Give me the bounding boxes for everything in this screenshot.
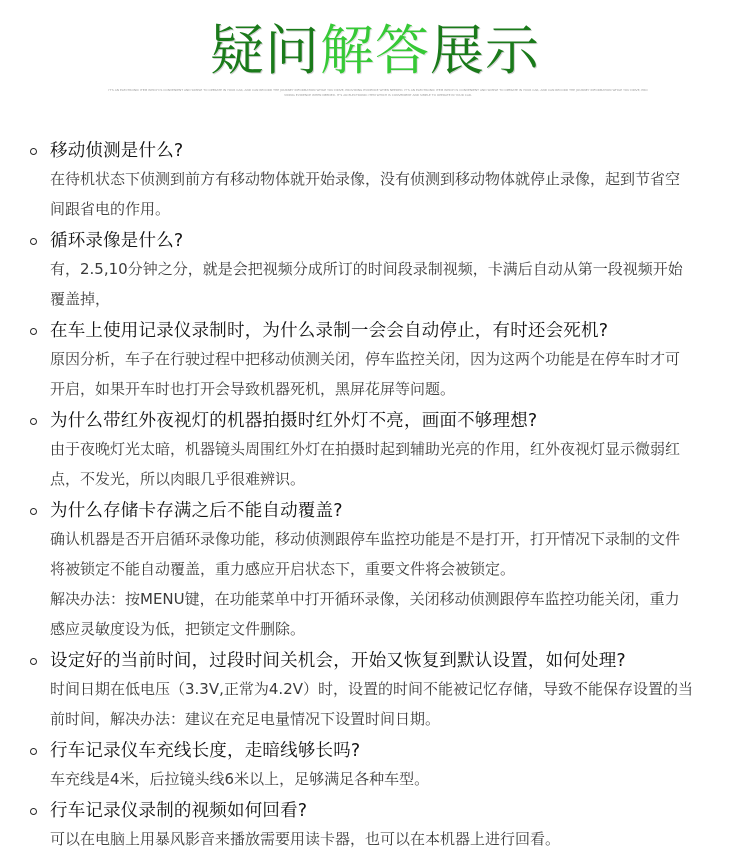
faq-answer: [50, 344, 740, 404]
answer-line: 将被锁定不能自动覆盖，重力感应开启状态下，重要文件将会被锁定。: [50, 560, 516, 578]
answer-line: 由于夜晚灯光太暗，机器镜头周围红外灯在拍摄时起到辅助光亮的作用，红外夜视灯显示微弱红: [50, 440, 681, 458]
faq-question: 在车上使用记录仪录制时，为什么录制一会会自动停止，有时还会死机?: [50, 321, 609, 341]
faq-question: 行车记录仪车充线长度，走暗线够长吗?: [50, 741, 361, 761]
answer-line: 前时间，解决办法：建议在充足电量情况下设置时间日期。: [50, 710, 441, 728]
faq-answer: [50, 164, 740, 224]
answer-line: 覆盖掉，: [50, 290, 111, 308]
answer-line: 确认机器是否开启循环录像功能，移动侦测跟停车监控功能是不是打开，打开情况下录制的文件: [50, 530, 681, 548]
answer-line: 在待机状态下侦测到前方有移动物体就开始录像，没有侦测到移动物体就停止录像，起到节省空: [50, 170, 681, 188]
faq-answer: [50, 254, 740, 314]
answer-line: 有，2.5,10分钟之分，就是会把视频分成所订的时间段录制视频，卡满后自动从第一段视频开始: [50, 260, 683, 278]
faq-question: 行车记录仪录制的视频如何回看?: [50, 801, 308, 821]
header-subtext: IT'S AN ELECTRONIC ITEM WHICH IS CONVENIENT AND SIMPLE TO OPERATE IN YOUR CAR, AND CAN RECORD THE JOURNEY INFORMATION WHILE YOU DRIVE, PROVIDING EVIDENCE WHEN NEEDED. IT'S AN ELECTRONIC ITEM WHICH IS CONVENIENT AND SIMPLE TO OPERATE IN YOUR CAR, AND CAN RECORD THE JOURNEY INFORMATION WHILE YOU DRIVE, PROVIDING EVIDENCE WHEN NEEDED. IT'S AN ELECTRONIC ITEM WHICH IS CONVENIENT AND SIMPLE TO OPERATE IN YOUR CAR.: [108, 88, 648, 97]
bullet-icon: [30, 328, 37, 335]
faq-answer: [50, 434, 740, 494]
answer-line: 原因分析，车子在行驶过程中把移动侦测关闭，停车监控关闭，因为这两个功能是在停车时才可: [50, 350, 681, 368]
answer-line: 感应灵敏度设为低，把锁定文件删除。: [50, 620, 306, 638]
page-title: [0, 20, 750, 82]
answer-line: 开启，如果开车时也打开会导致机器死机，黑屏花屏等问题。: [50, 380, 456, 398]
faq-question: 设定好的当前时间，过段时间关机会，开始又恢复到默认设置，如何处理?: [50, 651, 626, 671]
title-part-show: 展示: [430, 19, 540, 82]
answer-line: 车充线是4米，后拉镜头线6米以上，足够满足各种车型。: [50, 770, 430, 788]
faq-answer: [50, 524, 740, 644]
answer-line: 点，不发光，所以肉眼几乎很难辨识。: [50, 470, 306, 488]
faq-question: 为什么带红外夜视灯的机器拍摄时红外灯不亮，画面不够理想?: [50, 411, 538, 431]
bullet-icon: [30, 418, 37, 425]
faq-answer: [50, 674, 740, 734]
title-part-doubt: 疑问: [210, 19, 320, 82]
answer-line: 时间日期在低电压（3.3V,正常为4.2V）时，设置的时间不能被记忆存储，导致不能保存设置的当: [50, 680, 694, 698]
faq-answer: [50, 824, 740, 854]
bullet-icon: [30, 508, 37, 515]
faq-question: 循环录像是什么?: [50, 231, 184, 251]
title-part-answer: 解答: [320, 19, 430, 82]
bullet-icon: [30, 238, 37, 245]
answer-line: 解决办法：按MENU键，在功能菜单中打开循环录像，关闭移动侦测跟停车监控功能关闭，重力: [50, 590, 680, 608]
bullet-icon: [30, 658, 37, 665]
answer-line: 可以在电脑上用暴风影音来播放需要用读卡器，也可以在本机器上进行回看。: [50, 830, 561, 848]
faq-question: 为什么存储卡存满之后不能自动覆盖?: [50, 501, 343, 521]
bullet-icon: [30, 148, 37, 155]
faq-question: 移动侦测是什么?: [50, 141, 184, 161]
answer-line: 间跟省电的作用。: [50, 200, 171, 218]
bullet-icon: [30, 808, 37, 815]
bullet-icon: [30, 748, 37, 755]
faq-answer: [50, 764, 740, 794]
